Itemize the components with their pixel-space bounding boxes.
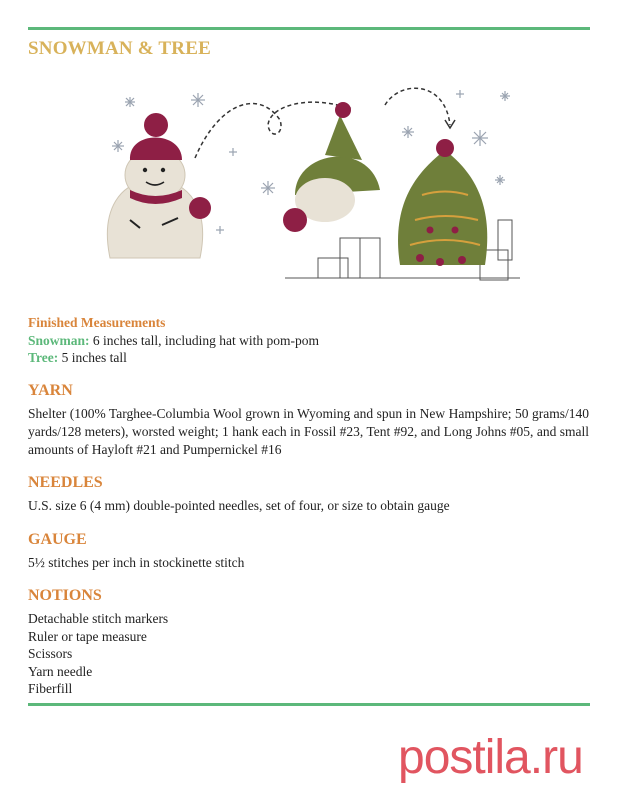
snowman-text: 6 inches tall, including hat with pom-pom xyxy=(89,332,319,348)
finished-measurements xyxy=(28,314,588,367)
list-item: Ruler or tape measure xyxy=(28,628,147,644)
list-item: Fiberfill xyxy=(28,681,73,696)
watermark: postila.ru xyxy=(398,731,583,784)
list-item: Yarn needle xyxy=(28,663,93,679)
tree-text: 5 inches tall xyxy=(58,350,127,365)
dashed-arrow-1 xyxy=(195,102,348,158)
snowman-in-tree-hat xyxy=(283,102,380,232)
gauge-text: 5½ stitches per inch in stockinette stitch xyxy=(28,555,245,570)
notions-heading: NOTIONS xyxy=(28,587,102,604)
dashed-arrow-2 xyxy=(385,88,450,125)
tree-measurement xyxy=(28,349,588,367)
bottom-rule xyxy=(28,703,590,706)
yarn-heading: YARN xyxy=(28,382,73,399)
page-title: SNOWMAN & TREE xyxy=(28,38,211,59)
top-rule xyxy=(28,27,590,30)
needles-heading: NEEDLES xyxy=(28,474,103,491)
snowman xyxy=(107,113,211,258)
notions-list xyxy=(28,610,168,698)
gauge-heading: GAUGE xyxy=(28,531,87,548)
list-item: Detachable stitch markers xyxy=(28,611,169,626)
snowman-label: Snowman: xyxy=(28,332,90,348)
yarn-text: Shelter (100% Targhee-Columbia Wool grown in Wyoming and spun in New Hampshire; 50 grams/140 yards/128 meters), worsted weight; 1 hank each in Fossil #23, Tent #92, and Long Johns #05, and small amounts of Hayloft #21 and Pumpernickel #16 xyxy=(28,406,589,457)
tree-label: Tree: xyxy=(28,350,59,365)
measurements-heading: Finished Measurements xyxy=(28,315,166,330)
knitted-tree xyxy=(398,139,487,266)
needles-text: U.S. size 6 (4 mm) double-pointed needles, set of four, or size to obtain gauge xyxy=(28,498,450,513)
snowman-tree-illustration xyxy=(100,80,530,300)
snowman-measurement xyxy=(28,332,588,350)
list-item: Scissors xyxy=(28,646,73,661)
